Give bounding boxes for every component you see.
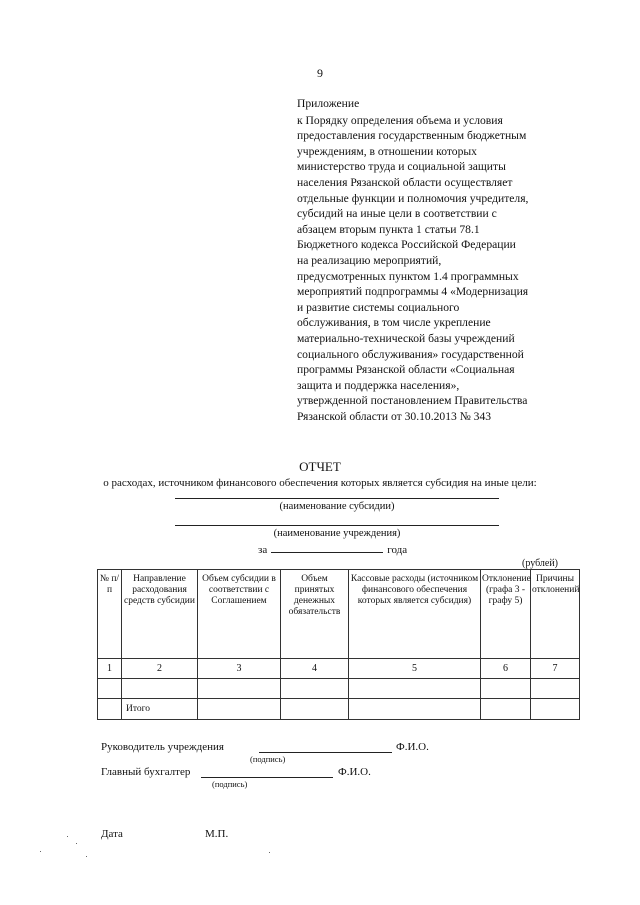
units-label: (рублей) <box>522 558 559 569</box>
appendix-line: на реализацию мероприятий, <box>297 253 442 267</box>
accountant-label: Главный бухгалтер <box>101 766 191 778</box>
appendix-heading: Приложение <box>297 97 360 110</box>
column-number: 4 <box>281 659 349 679</box>
appendix-line: обслуживания, в том числе укрепление <box>297 316 491 330</box>
column-number: 2 <box>122 659 198 679</box>
appendix-line: программы Рязанской области «Социальная <box>297 363 515 377</box>
head-name: Ф.И.О. <box>396 741 429 753</box>
appendix-line: мероприятий подпрограммы 4 «Модернизация <box>297 285 529 299</box>
appendix-line: предоставления государственным бюджетным <box>297 129 527 143</box>
stamp-label: М.П. <box>205 828 229 840</box>
table-cell <box>198 699 281 720</box>
head-signature-line <box>259 752 392 753</box>
header-cell: Кассовые расходы (источником финансового обеспечения которых является субсидия) <box>349 570 481 659</box>
column-number-row <box>98 659 580 679</box>
column-number: 7 <box>531 659 580 679</box>
column-number: 6 <box>481 659 531 679</box>
appendix-line: социального обслуживания» государственной <box>297 347 524 361</box>
table-row <box>98 679 580 699</box>
table-cell <box>122 679 198 699</box>
table-cell <box>349 699 481 720</box>
accountant-signature-line <box>201 777 333 778</box>
appendix-line: министерство труда и социальной защиты <box>297 160 506 174</box>
total-row <box>98 699 580 720</box>
report-title: ОТЧЕТ <box>299 459 341 474</box>
table-cell <box>198 679 281 699</box>
period-suffix: года <box>387 544 408 556</box>
appendix-line: утвержденной постановлением Правительства <box>297 394 528 408</box>
header-cell: Отклонение (графа 3 - графу 5) <box>481 570 531 659</box>
header-cell: № п/п <box>98 570 122 659</box>
table-cell <box>98 679 122 699</box>
table-cell <box>281 699 349 720</box>
appendix-line: субсидий на иные цели в соответствии с <box>297 207 497 221</box>
scan-speck <box>269 852 270 853</box>
scan-speck <box>40 851 41 852</box>
appendix-line: абзацем вторым пункта 1 статьи 78.1 <box>297 222 480 236</box>
report-subtitle: о расходах, источником финансового обеспечения которых является субсидия на иные цели: <box>103 477 537 489</box>
table-cell <box>281 679 349 699</box>
table-cell <box>531 679 580 699</box>
appendix-line: населения Рязанской области осуществляет <box>297 175 513 189</box>
table-header-row <box>98 570 580 659</box>
report-table <box>97 569 580 720</box>
appendix-block <box>297 96 597 424</box>
appendix-line: Рязанской области от 30.10.2013 № 343 <box>297 409 492 423</box>
scan-speck <box>67 836 68 837</box>
appendix-line: защита и поддержка населения», <box>297 378 460 392</box>
head-label: Руководитель учреждения <box>101 741 224 753</box>
period-prefix: за <box>258 544 268 556</box>
appendix-line: Бюджетного кодекса Российской Федерации <box>297 238 516 252</box>
date-label: Дата <box>101 828 123 840</box>
appendix-line: предусмотренных пунктом 1.4 программных <box>297 269 519 283</box>
page-number: 9 <box>317 66 323 80</box>
appendix-line: отдельные функции и полномочия учредителя, <box>297 191 529 205</box>
header-cell: Объем принятых денежных обязательств <box>281 570 349 659</box>
institution-caption: (наименование учреждения) <box>273 528 401 539</box>
header-cell: Направление расходования средств субсидии <box>122 570 198 659</box>
appendix-line: учреждениям, в отношении которых <box>297 144 477 158</box>
report-period <box>258 542 407 556</box>
column-number: 1 <box>98 659 122 679</box>
accountant-name: Ф.И.О. <box>338 766 371 778</box>
total-label: Итого <box>122 699 198 720</box>
scan-speck <box>86 856 87 857</box>
head-signature-caption: (подпись) <box>250 754 286 764</box>
table-cell <box>481 679 531 699</box>
table-cell <box>349 679 481 699</box>
appendix-line: материально-технической базы учреждений <box>297 331 515 345</box>
header-cell: Объем субсидии в соответствии с Соглашением <box>198 570 281 659</box>
accountant-signature-caption: (подпись) <box>212 779 248 789</box>
table-cell <box>481 699 531 720</box>
appendix-line: и развитие системы социального <box>297 300 460 314</box>
subsidy-caption: (наименование субсидии) <box>279 501 395 512</box>
period-blank-line <box>271 542 383 553</box>
table-cell <box>531 699 580 720</box>
institution-name-line <box>175 525 499 526</box>
header-cell: Причины отклонений <box>531 570 580 659</box>
scan-speck <box>76 843 77 844</box>
appendix-line: к Порядку определения объема и условия <box>297 113 503 127</box>
column-number: 3 <box>198 659 281 679</box>
subsidy-name-line <box>175 498 499 499</box>
column-number: 5 <box>349 659 481 679</box>
table-cell <box>98 699 122 720</box>
